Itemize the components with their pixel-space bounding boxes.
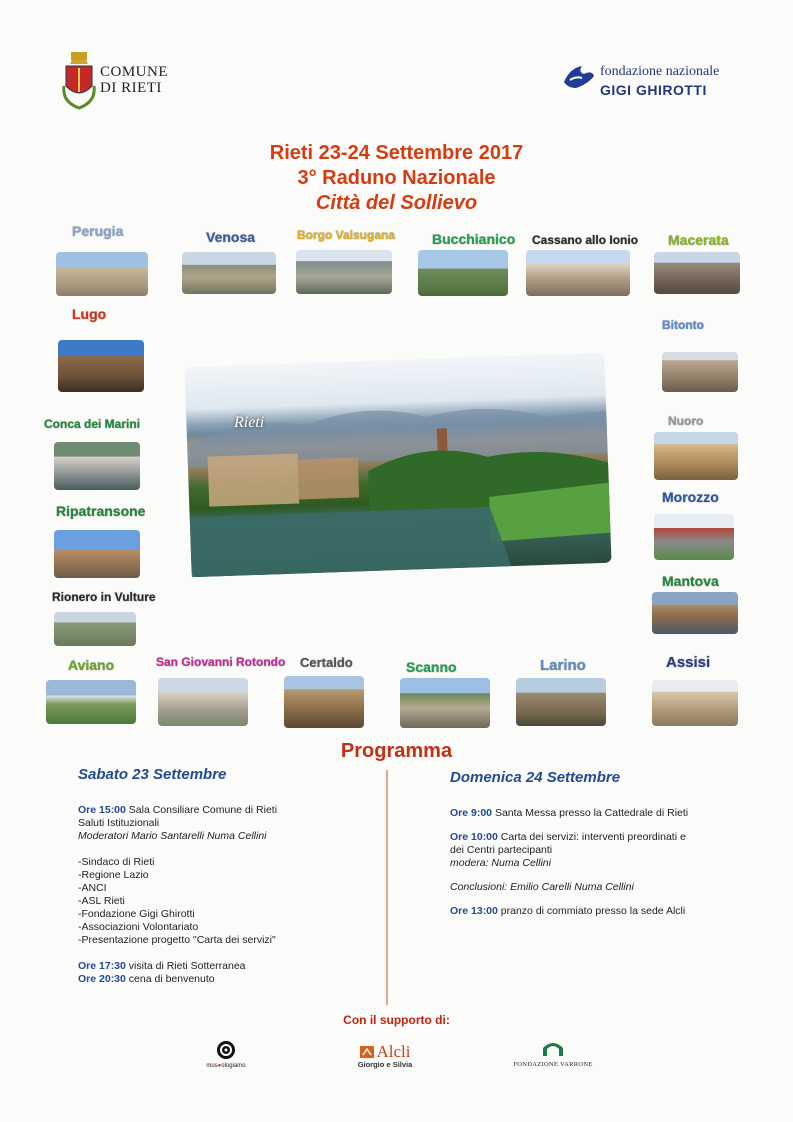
city-label-perugia: Perugia [72,223,124,239]
sun-time-3: Ore 13:00 [450,905,498,917]
sun-time-1: Ore 9:00 [450,807,493,819]
city-label-assisi: Assisi [666,654,711,671]
city-label-ripatransone: Ripatransone [56,503,146,519]
scanno-photo [400,678,490,728]
sun-text-2: Carta dei servizi: interventi preordinati e [497,831,686,843]
macerata-photo [654,252,740,294]
city-label-scanno: Scanno [406,659,457,675]
sat-text-3: cena di benvenuto [125,973,215,985]
rionero-photo [54,612,136,646]
sat-time-1: Ore 15:00 [78,804,126,816]
fondazione-line-1: fondazione nazionale [600,64,720,79]
sat-text-1b: Saluti Istituzionali [78,817,160,829]
varrone-arch-icon [540,1040,566,1056]
sat-time-2: Ore 17:30 [78,960,126,972]
sun-text-2b: dei Centri partecipanti [450,844,553,856]
alcli-name: Alcli [376,1042,411,1061]
city-label-certaldo: Certaldo [300,655,353,670]
sat-list-item: -ANCI [78,882,107,894]
saturday-schedule [78,804,378,986]
sun-text-1: Santa Messa presso la Cattedrale di Rieti [492,807,689,819]
sun-modera: modera: Numa Cellini [450,857,551,869]
fondazione-line-2: GIGI GHIROTTI [600,82,707,98]
alcli-subtitle: Giorgio e Silvia [357,1060,413,1069]
sponsor-museologiamo: mus●ologiamo [196,1040,256,1069]
aviano-photo [46,680,136,724]
venosa-photo [182,252,276,294]
city-label-larino: Larino [540,657,586,674]
sponsor-alcli [340,1042,430,1069]
programma-title: Programma [340,740,453,762]
city-label-nuoro: Nuoro [668,414,704,428]
nuoro-photo [654,432,738,480]
city-label-cassano: Cassano allo Ionio [532,233,639,247]
sat-time-3: Ore 20:30 [78,973,126,985]
sunday-heading: Domenica 24 Settembre [450,769,621,786]
certaldo-photo [284,676,364,728]
city-label-aviano: Aviano [68,657,115,673]
sun-conclusioni: Conclusioni: Emilio Carelli Numa Cellini [450,881,634,893]
sat-list-item: -Regione Lazio [78,869,149,881]
comune-di-rieti-logo [62,52,182,112]
sunday-schedule [450,807,750,918]
rieti-photo-label: Rieti [234,414,265,431]
sat-list-item: -Presentazione progetto "Carta dei servizi" [78,934,276,946]
san-giovanni-photo [158,678,248,726]
alcli-logo-icon [360,1046,374,1058]
title-citta-sollievo: Città del Sollievo [315,192,478,214]
sat-moderatori: Moderatori Mario Santarelli Numa Cellini [78,830,267,842]
lugo-photo [58,340,144,392]
city-label-mantova: Mantova [662,573,719,589]
cassano-photo [526,250,630,296]
event-title [0,142,793,215]
conca-photo [54,442,140,490]
museologiamo-text-1: mus [206,1063,218,1069]
sponsor-fondazione-varrone [500,1040,606,1068]
sat-list-item: -Associazioni Volontariato [78,921,199,933]
city-label-conca: Conca dei Marini [44,417,141,431]
city-label-rionero: Rionero in Vulture [52,590,156,604]
sat-text-2: visita di Rieti Sotterranea [125,960,246,972]
city-label-borgo-valsugana: Borgo Valsugana [297,228,396,242]
sun-time-2: Ore 10:00 [450,831,498,843]
varrone-name: FONDAZIONE VARRONE [513,1061,593,1068]
ripatransone-photo [54,530,140,578]
larino-photo [516,678,606,726]
comune-line-1: COMUNE [100,64,169,80]
dove-icon [562,62,596,92]
morozzo-photo [654,514,734,560]
perugia-photo [56,252,148,296]
museologiamo-text-2: ologiamo [221,1063,246,1069]
comune-line-2: DI RIETI [100,80,162,96]
bucchianico-photo [418,250,508,296]
city-label-bitonto: Bitonto [662,318,704,332]
saturday-heading: Sabato 23 Settembre [78,766,227,783]
borgo-valsugana-photo [296,250,392,294]
sat-list-item: -ASL Rieti [78,895,125,907]
bitonto-photo [662,352,738,392]
fondazione-ghirotti-logo [562,58,742,102]
title-dates: Rieti 23-24 Settembre 2017 [269,142,524,164]
title-raduno: 3° Raduno Nazionale [297,167,496,189]
sat-list-item: -Sindaco di Rieti [78,856,155,868]
rieti-landscape-svg [184,353,611,578]
museologiamo-logo-icon [216,1040,236,1060]
assisi-photo [652,680,738,726]
crest-icon [62,52,96,110]
sat-text-1: Sala Consiliare Comune di Rieti [125,804,278,816]
sat-list-item: -Fondazione Gigi Ghirotti [78,908,195,920]
sun-text-3: pranzo di commiato presso la sede Alcli [497,905,686,917]
city-label-lugo: Lugo [72,306,107,322]
city-label-bucchianico: Bucchianico [432,231,516,247]
city-label-san-giovanni: San Giovanni Rotondo [156,655,286,669]
city-label-venosa: Venosa [206,229,256,245]
mantova-photo [652,592,738,634]
rieti-main-photo [184,353,611,578]
support-heading: Con il supporto di: [343,1013,450,1027]
city-label-morozzo: Morozzo [662,489,719,505]
city-label-macerata: Macerata [668,232,729,248]
column-divider [386,770,388,1005]
